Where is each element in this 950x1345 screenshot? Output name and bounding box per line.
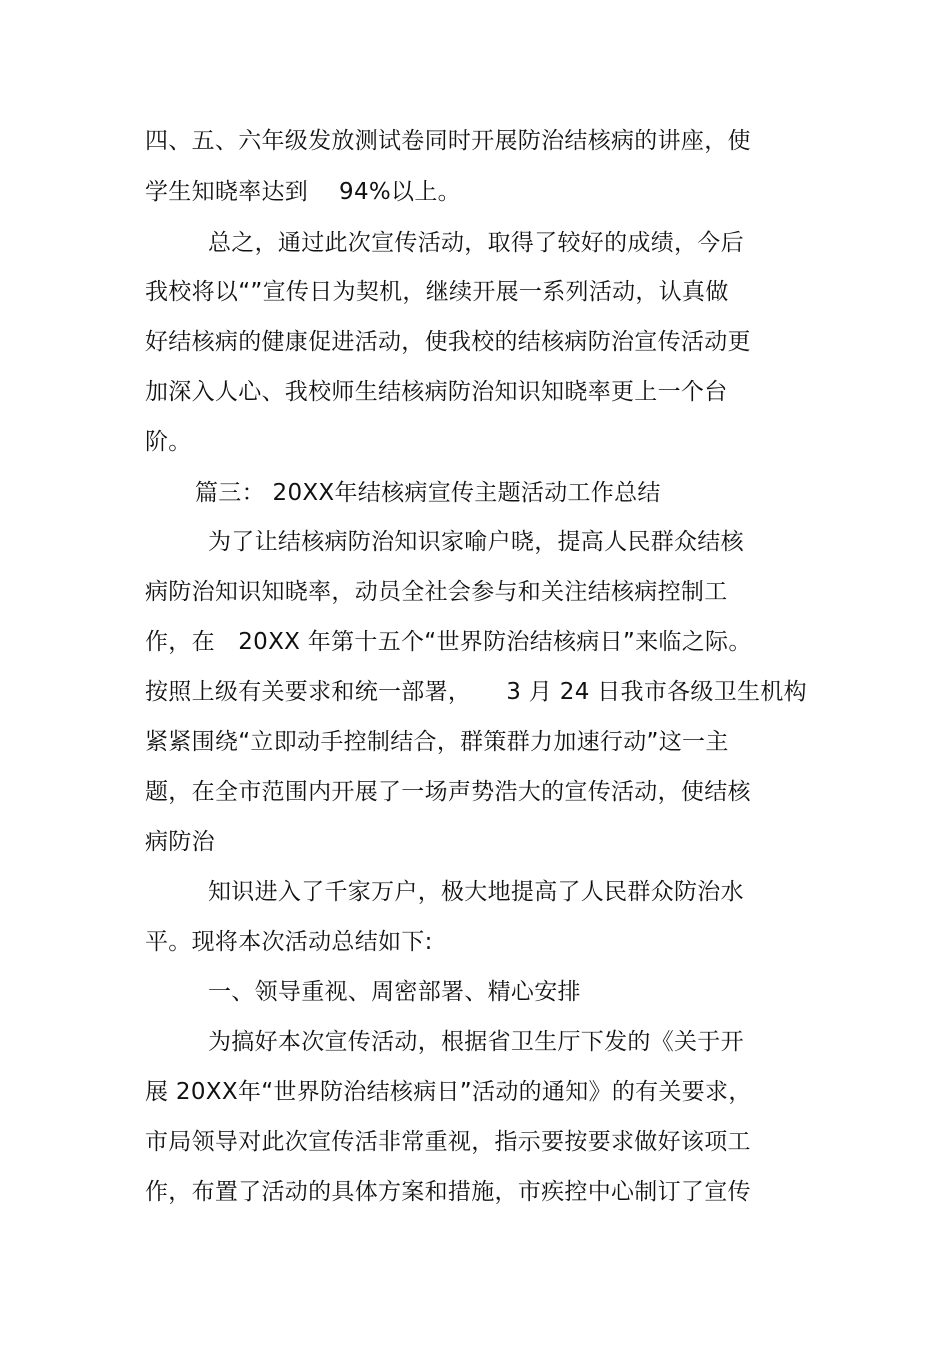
- text-line: 紧紧围绕“立即动手控制结合，群策群力加速行动”这一主: [145, 729, 729, 755]
- text-line: 病防治: [145, 829, 215, 855]
- text-line: 学生知晓率达到 94%以上。: [145, 179, 461, 205]
- section-heading: 一、领导重视、周密部署、精心安排: [208, 979, 581, 1005]
- text-line: 病防治知识知晓率，动员全社会参与和关注结核病控制工: [145, 579, 728, 605]
- text-line: 加深入人心、我校师生结核病防治知识知晓率更上一个台: [145, 379, 728, 405]
- text-line: 平。现将本次活动总结如下:: [145, 929, 433, 955]
- text-line: 展 20XX年“世界防治结核病日”活动的通知》的有关要求，: [145, 1079, 752, 1105]
- text-line: 市局领导对此次宣传活非常重视，指示要按要求做好该项工: [145, 1129, 751, 1155]
- paragraph-start-line: 知识进入了千家万户，极大地提高了人民群众防治水: [208, 879, 744, 905]
- text-line: 作，布置了活动的具体方案和措施，市疾控中心制订了宣传: [145, 1179, 751, 1205]
- section-heading: 篇三： 20XX年结核病宣传主题活动工作总结: [195, 480, 661, 506]
- text-line: 阶。: [145, 429, 192, 455]
- text-line: 题，在全市范围内开展了一场声势浩大的宣传活动，使结核: [145, 779, 751, 805]
- text-line: 我校将以“”宣传日为契机，继续开展一系列活动，认真做: [145, 279, 729, 305]
- text-line: 按照上级有关要求和统一部署， 3 月 24 日我市各级卫生机构: [145, 679, 807, 705]
- paragraph-start-line: 为了让结核病防治知识家喻户晓，提高人民群众结核: [208, 529, 744, 555]
- text-line: 作，在 20XX 年第十五个“世界防治结核病日”来临之际。: [145, 629, 752, 655]
- paragraph-start-line: 为搞好本次宣传活动，根据省卫生厅下发的《关于开: [208, 1029, 744, 1055]
- text-line: 好结核病的健康促进活动，使我校的结核病防治宣传活动更: [145, 329, 751, 355]
- paragraph-start-line: 总之，通过此次宣传活动，取得了较好的成绩，今后: [208, 230, 744, 256]
- text-line: 四、五、六年级发放测试卷同时开展防治结核病的讲座，使: [145, 128, 751, 154]
